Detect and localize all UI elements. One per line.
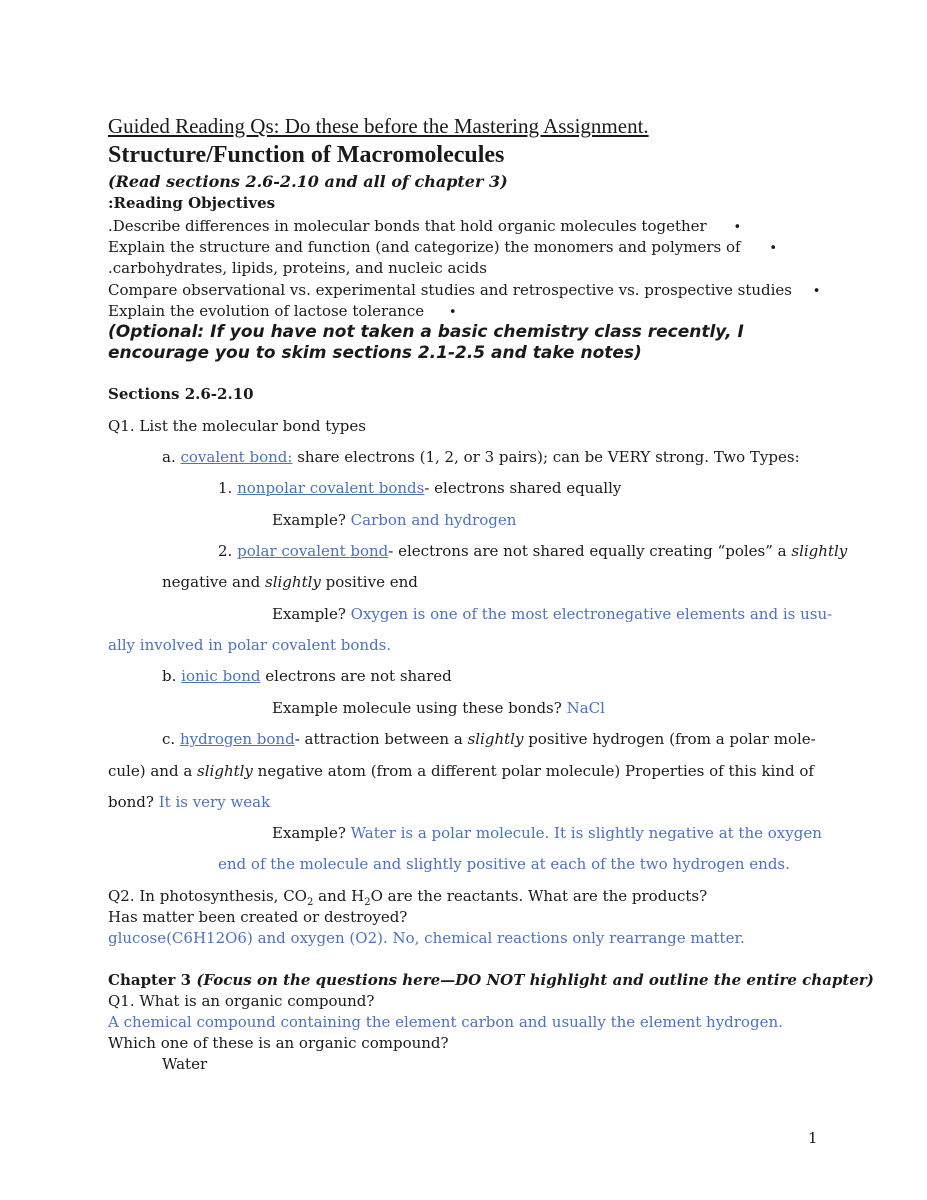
item-text: - electrons are not shared equally creating “poles” a — [388, 542, 792, 560]
nonpolar-example — [272, 510, 516, 530]
chapter-focus-note: (Focus on the questions here—DO NOT highlight and outline the entire chapter) — [196, 971, 874, 989]
hydrogen-example — [272, 823, 822, 843]
polar-example-answer-continued: ally involved in polar covalent bonds. — [108, 636, 392, 654]
italic-word: slightly — [197, 762, 253, 780]
sections-q1: Q1. List the molecular bond types — [108, 417, 366, 435]
item-text: positive end — [320, 573, 418, 591]
objective-text: .Describe differences in molecular bonds that hold organic molecules together — [108, 217, 707, 235]
polar-example — [272, 604, 832, 624]
covalent-bond-answer: covalent bond: — [180, 448, 293, 466]
hydrogen-bond-item-continued — [108, 761, 814, 781]
example-label: Example? — [272, 824, 351, 842]
italic-word: slightly — [791, 542, 848, 560]
ionic-bond-item — [162, 666, 452, 686]
polar-covalent-answer: polar covalent bond — [237, 542, 389, 560]
q2-question-2: Has matter been created or destroyed? — [108, 908, 408, 926]
covalent-bond-item — [162, 447, 800, 467]
hydrogen-bond-properties-answer: It is very weak — [158, 793, 271, 811]
objective-3 — [108, 280, 820, 302]
item-prefix: 2. — [218, 542, 238, 560]
item-prefix: 1. — [218, 479, 238, 497]
hydrogen-bond-properties — [108, 792, 270, 812]
q2-answer: glucose(C6H12O6) and oxygen (O2). No, chemical reactions only rearrange matter. — [108, 929, 745, 947]
chapter3-heading — [108, 970, 874, 990]
sections-heading: Sections 2.6-2.10 — [108, 385, 254, 403]
item-text: electrons are not shared — [260, 667, 452, 685]
item-text: negative and — [162, 573, 266, 591]
bullet-icon: • — [812, 284, 821, 299]
q2-text: Q2. In photosynthesis, CO — [108, 887, 307, 905]
ionic-bond-answer: ionic bond — [181, 667, 261, 685]
chapter3-q1-answer: A chemical compound containing the element carbon and usually the element hydrogen. — [108, 1013, 783, 1031]
optional-note-line-1: (Optional: If you have not taken a basic chemistry class recently, I — [108, 322, 744, 342]
item-text: - electrons shared equally — [424, 479, 622, 497]
item-text: - attraction between a — [294, 730, 468, 748]
item-text: positive hydrogen (from a polar mole- — [523, 730, 816, 748]
bullet-icon: • — [448, 305, 457, 320]
objective-1 — [108, 216, 741, 238]
hydrogen-example-answer-continued: end of the molecule and slightly positive at each of the two hydrogen ends. — [218, 855, 790, 873]
q2-text: O are the reactants. What are the products? — [370, 887, 708, 905]
item-prefix: c. — [162, 730, 180, 748]
hydrogen-bond-item — [162, 729, 816, 749]
polar-covalent-item-continued — [162, 572, 418, 592]
ionic-example — [272, 698, 605, 718]
example-label: Example molecule using these bonds? — [272, 699, 567, 717]
nonpolar-example-answer: Carbon and hydrogen — [350, 511, 517, 529]
item-text: share electrons (1, 2, or 3 pairs); can be VERY strong. Two Types: — [292, 448, 800, 466]
subscript: 2 — [364, 897, 371, 908]
objective-4 — [108, 301, 457, 323]
chapter3-which: Which one of these is an organic compound? — [108, 1034, 449, 1052]
optional-note-line-2: encourage you to skim sections 2.1-2.5 and take notes) — [108, 343, 642, 363]
item-prefix: a. — [162, 448, 181, 466]
nonpolar-covalent-answer: nonpolar covalent bonds — [237, 479, 425, 497]
bullet-icon: • — [733, 220, 742, 235]
bullet-icon: • — [769, 241, 778, 256]
nonpolar-covalent-item — [218, 478, 621, 498]
chapter3-q1: Q1. What is an organic compound? — [108, 992, 375, 1010]
item-text: negative atom (from a different polar molecule) Properties of this kind of — [252, 762, 814, 780]
objective-2 — [108, 237, 777, 259]
hydrogen-bond-answer: hydrogen bond — [179, 730, 295, 748]
polar-covalent-item — [218, 541, 847, 561]
objective-2-continued: .carbohydrates, lipids, proteins, and nucleic acids — [108, 259, 487, 277]
hydrogen-example-answer: Water is a polar molecule. It is slightly negative at the oxygen — [350, 824, 822, 842]
italic-word: slightly — [467, 730, 524, 748]
subscript: 2 — [306, 897, 314, 908]
objective-text: Compare observational vs. experimental studies and retrospective vs. prospective studies — [108, 281, 792, 299]
page-title: Structure/Function of Macromolecules — [108, 142, 505, 168]
example-label: Example? — [272, 605, 351, 623]
option-water: Water — [162, 1055, 208, 1073]
chapter-heading: Chapter 3 — [108, 971, 197, 989]
reading-objectives-label: :Reading Objectives — [108, 194, 276, 212]
reading-assignment: (Read sections 2.6-2.10 and all of chapter 3) — [108, 172, 508, 191]
q2-text: and H — [313, 887, 365, 905]
ionic-example-answer: NaCl — [566, 699, 605, 717]
page-number: 1 — [808, 1129, 818, 1147]
example-label: Example? — [272, 511, 351, 529]
guided-reading-heading: Guided Reading Qs: Do these before the Mastering Assignment. — [108, 114, 649, 138]
item-text: cule) and a — [108, 762, 198, 780]
item-prefix: b. — [162, 667, 182, 685]
item-text: bond? — [108, 793, 159, 811]
italic-word: slightly — [265, 573, 321, 591]
objective-text: Explain the structure and function (and categorize) the monomers and polymers of — [108, 238, 741, 256]
polar-example-answer: Oxygen is one of the most electronegative elements and is usu- — [350, 605, 833, 623]
objective-text: Explain the evolution of lactose tolerance — [108, 302, 425, 320]
